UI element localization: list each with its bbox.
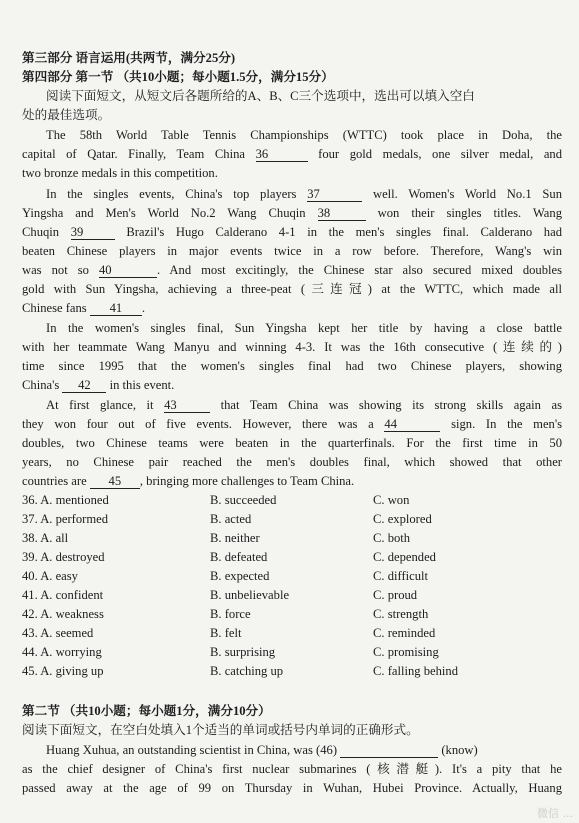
passage-text: won their singles titles. Wang [377, 206, 562, 220]
instruction-line-2: 处的最佳选项。 [22, 108, 111, 122]
option-41-c[interactable]: C. proud [373, 588, 418, 602]
option-38-c[interactable]: C. both [373, 531, 411, 545]
passage-text: , bringing more challenges to Team China. [139, 474, 355, 488]
section2-instruction: 阅读下面短文，在空白处填入1个适当的单词或括号内单词的正确形式。 [22, 723, 419, 737]
passage-text: In the singles events, China's top players [46, 187, 297, 201]
passage-text: Chuqin [22, 225, 60, 239]
option-36-b[interactable]: B. succeeded [210, 493, 277, 507]
passage-text: well. Women's World No.1 Sun [372, 187, 562, 201]
passage-line [46, 186, 562, 203]
blank-44[interactable]: 44 [384, 417, 440, 432]
passage-line: with her teammate Wang Manyu and winning 4-3. It was the 16th consecutive (连续的) [22, 340, 562, 354]
passage-text: they won four out of five events. However, there was a [22, 417, 374, 431]
passage-text: countries are [22, 474, 87, 488]
passage-line: beaten Chinese players in major events twice in a row before. Therefore, Wang's win [22, 244, 562, 258]
passage-text: Chinese fans [22, 301, 87, 315]
option-42-b[interactable]: B. force [210, 607, 251, 621]
passage-text: was not so [22, 263, 89, 277]
passage-line [46, 742, 562, 759]
passage-line [22, 262, 562, 279]
passage-line: In the women's singles final, Sun Yingsha kept her title by having a close battle [46, 321, 562, 335]
blank-38[interactable]: 38 [318, 206, 366, 221]
passage-text: Brazil's Hugo Calderano 4-1 in the men's singles final. Calderano had [126, 225, 562, 239]
passage-text: Huang Xuhua, an outstanding scientist in China, was (46) [46, 743, 338, 757]
passage-text: four gold medals, one silver medal, and [318, 147, 562, 161]
option-42-a[interactable]: 42. A. weakness [22, 607, 104, 621]
option-44-b[interactable]: B. surprising [210, 645, 276, 659]
passage-text: that Team China was showing its strong skills again as [220, 398, 562, 412]
passage-text: At first glance, it [46, 398, 154, 412]
part4-heading: 第四部分 第一节 （共10小题；每小题1.5分，满分15分） [22, 70, 334, 84]
option-38-b[interactable]: B. neither [210, 531, 260, 545]
option-37-b[interactable]: B. acted [210, 512, 252, 526]
passage-text: . [141, 301, 146, 315]
option-44-c[interactable]: C. promising [373, 645, 439, 659]
passage-text: (know) [441, 743, 478, 757]
option-43-b[interactable]: B. felt [210, 626, 242, 640]
option-43-c[interactable]: C. reminded [373, 626, 436, 640]
blank-36[interactable]: 36 [256, 147, 308, 162]
passage-text: Yingsha and Men's World No.2 Wang Chuqin [22, 206, 306, 220]
part3-heading: 第三部分 语言运用(共两节，满分25分) [22, 51, 236, 65]
instruction-line-1: 阅读下面短文，从短文后各题所给的A、B、C三个选项中，选出可以填入空白 [46, 89, 475, 103]
passage-line [22, 205, 562, 222]
passage-text: sign. In the men's [451, 417, 562, 431]
blank-40[interactable]: 40 [99, 263, 157, 278]
option-39-a[interactable]: 39. A. destroyed [22, 550, 105, 564]
passage-text: China's [22, 378, 60, 392]
option-40-a[interactable]: 40. A. easy [22, 569, 78, 583]
option-45-b[interactable]: B. catching up [210, 664, 284, 678]
passage-text: in this event. [109, 378, 175, 392]
passage-line [46, 397, 562, 414]
blank-43[interactable]: 43 [164, 398, 210, 413]
passage-line: two bronze medals in this competition. [22, 166, 218, 180]
option-41-b[interactable]: B. unbelievable [210, 588, 290, 602]
option-39-c[interactable]: C. depended [373, 550, 436, 564]
blank-41[interactable]: 41 [90, 301, 142, 316]
watermark: 微信 ... [537, 807, 573, 820]
option-36-c[interactable]: C. won [373, 493, 410, 507]
option-37-c[interactable]: C. explored [373, 512, 432, 526]
passage-line: time since 1995 that the women's singles final had two Chinese players, showing [22, 359, 562, 373]
passage-text: capital of Qatar. Finally, Team China [22, 147, 245, 161]
blank-45[interactable]: 45 [90, 474, 140, 489]
option-45-c[interactable]: C. falling behind [373, 664, 458, 678]
option-39-b[interactable]: B. defeated [210, 550, 268, 564]
option-37-a[interactable]: 37. A. performed [22, 512, 109, 526]
passage-line: as the chief designer of China's first nuclear submarines (核潜艇). It's a pity that he [22, 762, 562, 776]
passage-line [22, 416, 562, 433]
passage-line [22, 473, 562, 490]
blank-42[interactable]: 42 [62, 378, 106, 393]
option-36-a[interactable]: 36. A. mentioned [22, 493, 109, 507]
option-40-b[interactable]: B. expected [210, 569, 270, 583]
passage-text: . And most excitingly, the Chinese star also secured mixed doubles [156, 263, 562, 277]
passage-line: doubles, two Chinese teams were beaten in the quarterfinals. For the first time in 50 [22, 436, 562, 450]
option-45-a[interactable]: 45. A. giving up [22, 664, 104, 678]
passage-line: years, no Chinese pair reached the men's doubles final, which showed that other [22, 455, 562, 469]
option-42-c[interactable]: C. strength [373, 607, 429, 621]
passage-line: passed away at the age of 99 on Thursday in Wuhan, Hubei Province. Actually, Huang [22, 781, 562, 795]
passage-line [22, 300, 562, 317]
option-43-a[interactable]: 43. A. seemed [22, 626, 94, 640]
blank-46[interactable] [340, 743, 438, 758]
passage-line [22, 377, 562, 394]
passage-line: The 58th World Table Tennis Championships (WTTC) took place in Doha, the [46, 128, 562, 142]
passage-line [22, 224, 562, 241]
option-41-a[interactable]: 41. A. confident [22, 588, 104, 602]
passage-line [22, 146, 562, 163]
section2-heading: 第二节 （共10小题；每小题1分，满分10分） [22, 704, 271, 718]
option-40-c[interactable]: C. difficult [373, 569, 429, 583]
option-38-a[interactable]: 38. A. all [22, 531, 69, 545]
option-44-a[interactable]: 44. A. worrying [22, 645, 102, 659]
passage-line: gold with Sun Yingsha, achieving a three-peat (三连冠) at the WTTC, which made all [22, 282, 562, 296]
blank-39[interactable]: 39 [71, 225, 115, 240]
blank-37[interactable]: 37 [307, 187, 362, 202]
